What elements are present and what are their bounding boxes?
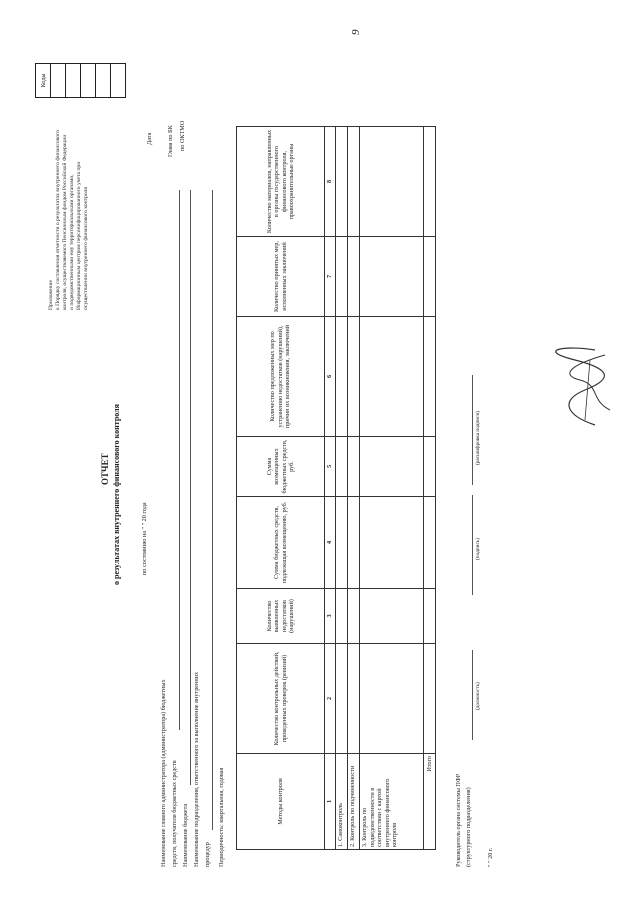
field-budget-label: Наименование бюджета [182, 803, 189, 867]
col-number: 1 [325, 754, 336, 850]
col-number: 4 [325, 497, 336, 589]
signature-position-caption: (должность) [475, 682, 481, 710]
field-recipient-line [179, 190, 180, 730]
handwritten-signature [555, 340, 625, 430]
signature-decode-caption: (расшифровка подписи) [475, 410, 481, 465]
code-cell [66, 64, 81, 98]
col-number: 7 [325, 237, 336, 317]
page-number: 9 [350, 29, 362, 35]
table-row [348, 127, 360, 850]
col-number: 2 [325, 644, 336, 754]
header-materials: Количество материалов, направленных в органы государственного финансового контроля, правоохранительные органы [237, 127, 325, 237]
col-number: 8 [325, 127, 336, 237]
header-sum-returned: Сумма возмещенных бюджетных средств, руб. [237, 437, 325, 497]
field-admin-label: Наименование главного администратора (администратора) бюджетных [160, 679, 167, 867]
appendix-line-2: контроля, осуществляемого Пенсионным фондом Российской Федерации [62, 134, 68, 310]
signature-sign-caption: (подпись) [475, 538, 481, 560]
signature-sign-line [472, 495, 473, 595]
signature-head-line2: (структурного подразделения) [465, 787, 472, 867]
col-number: 6 [325, 317, 336, 437]
field-recipient-label: средств, получателя бюджетных средств [171, 760, 178, 867]
header-accepted: Количество принятых мер, исполненных заключений [237, 237, 325, 317]
results-table [236, 126, 436, 850]
table-row [336, 127, 348, 850]
signature-position-line [472, 650, 473, 740]
row-label-total: Итого [424, 754, 436, 850]
appendix-line-3: и подведомственными ему территориальными органами, [69, 174, 75, 310]
label-date: Дата [146, 132, 153, 145]
col-number: 3 [325, 589, 336, 644]
report-subtitle: о результатах внутреннего финансового контроля [112, 404, 121, 585]
col-number: 5 [325, 437, 336, 497]
label-bk: Глава по БК [167, 125, 174, 157]
field-procedures-line [212, 190, 213, 830]
code-cell [111, 64, 126, 98]
row-label-departmental: 3. Контроль по подведомственности в соответствии с картой внутреннего финансового контроля [360, 754, 424, 850]
signature-date: " " 20 г. [487, 847, 494, 867]
header-defects: Количество выявленных недостатков (нарушений) [237, 589, 325, 644]
row-label-self-control: 1. Самоконтроль [336, 754, 348, 850]
report-date-line: по состоянию на " " 20 года [141, 502, 148, 575]
appendix-title: Приложение [48, 279, 54, 310]
header-actions: Количество контрольных действий, проведенных проверок (ревизий) [237, 644, 325, 754]
code-cell [81, 64, 96, 98]
signature-decode-line [472, 375, 473, 485]
field-unit-label: Наименование подразделения, ответственного за выполнение внутренних [193, 671, 200, 867]
appendix-line-1: к Порядку составления отчетности о результатах внутреннего финансового [55, 130, 61, 310]
report-title: ОТЧЕТ [100, 453, 110, 485]
code-cell [96, 64, 111, 98]
codes-header: Коды [36, 64, 51, 98]
field-procedures-label: процедур [204, 842, 211, 867]
appendix-line-5: осуществлении внутреннего финансового контроля [83, 186, 89, 310]
label-oktmo: по ОКТМО [179, 120, 186, 151]
header-sum-due: Сумма бюджетных средств, подлежащая возмещению, руб. [237, 497, 325, 589]
codes-table [35, 63, 126, 98]
appendix-block [48, 130, 90, 310]
appendix-line-4: Информационным центром персонифицированного учета при [76, 161, 82, 310]
header-proposed: Количество предложенных мер по устранению недостатков (нарушений), причин их возникновения, заключений [237, 317, 325, 437]
field-budget-line [190, 190, 191, 785]
header-row [237, 127, 325, 850]
header-methods: Методы контроля [237, 754, 325, 850]
number-row [325, 127, 336, 850]
code-cell [51, 64, 66, 98]
total-row [424, 127, 436, 850]
row-label-subordination: 2. Контроль по подчиненности [348, 754, 360, 850]
table-row [360, 127, 424, 850]
signature-head-line1: Руководитель органа системы ПФР [455, 773, 462, 867]
field-period-label: Периодичность: квартальная, годовая [218, 767, 225, 867]
